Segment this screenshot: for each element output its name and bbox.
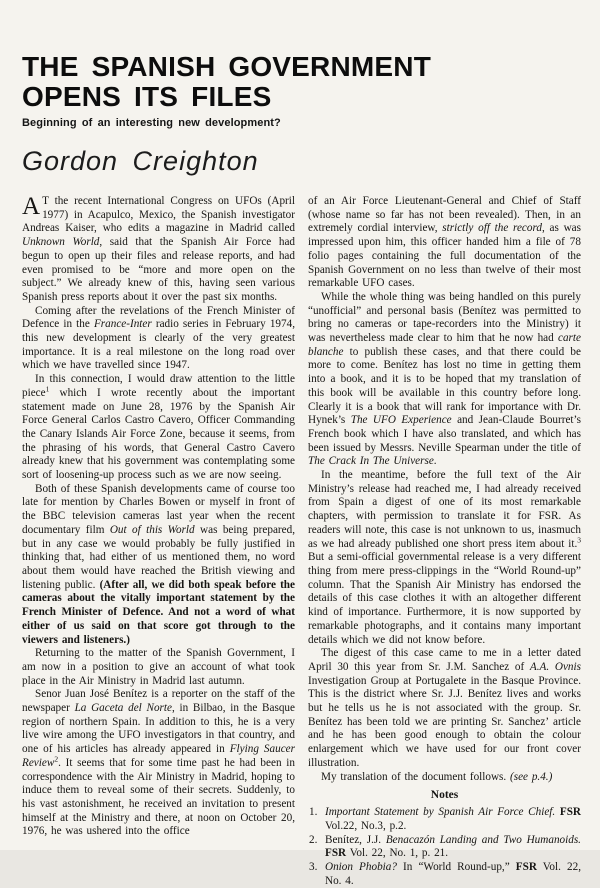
text-segment: Investigation Group at Portugalete in the Basque Province. This is the district where Sr. J.J. Benítez lives and works but he tells us he is not associated with the group. Sr. Benítez has been told we are printing Sr. Sanchez’ article and he has been good enough to obtain the colour enlargement which we have used for our front cover illustration. bbox=[308, 674, 581, 769]
notes-list bbox=[308, 806, 581, 888]
column-left bbox=[22, 195, 295, 888]
text-segment: A.A. Ovnis bbox=[529, 660, 581, 673]
text-segment: , said that the Spanish Air Force had begun to open up their files and release reports, and had even promised to be “more and more open on the subject.” We already knew of this, having seen various Spanish press reports about it over the past six months. bbox=[22, 236, 295, 303]
paragraph bbox=[22, 688, 295, 839]
paragraph bbox=[22, 195, 295, 305]
paragraph bbox=[308, 771, 581, 785]
text-segment: Vol. 22, No. 1, p. 21. bbox=[346, 847, 449, 860]
note-number: 3. bbox=[309, 861, 318, 874]
text-segment: Coming after the revelations of the French Minister of Defence in the bbox=[22, 304, 295, 331]
text-segment: My translation of the document follows. bbox=[321, 770, 511, 783]
article-author: Gordon Creighton bbox=[22, 146, 259, 176]
text-segment: La Gaceta del Norte bbox=[74, 702, 172, 715]
text-segment: Benacazón Landing and Two Humanoids. bbox=[385, 833, 581, 846]
article-title bbox=[22, 52, 580, 112]
paragraph bbox=[308, 291, 581, 469]
text-segment: FSR bbox=[325, 847, 347, 860]
text-segment: 2 bbox=[54, 754, 59, 764]
text-segment: Vol. 22, No. 4. bbox=[325, 861, 581, 887]
text-segment: Both of these Spanish developments came of course too late for mention by Charles Bowen or myself in front of the BBC television cameras last year when the recent documentary film bbox=[22, 482, 295, 536]
paragraph bbox=[308, 469, 581, 647]
column-right-paragraphs bbox=[308, 195, 581, 784]
text-segment: strictly off the record bbox=[442, 222, 543, 235]
text-segment: The UFO Experience bbox=[350, 414, 452, 427]
text-segment: 1 bbox=[45, 384, 50, 394]
text-segment: carte blanche bbox=[308, 332, 581, 358]
text-segment: and Jean-Claude Bourret’s French book which I have also translated, and which has been issued by Messrs. Neville Spearman under the title of bbox=[308, 414, 581, 454]
article-body bbox=[22, 195, 580, 888]
paragraph bbox=[22, 305, 295, 374]
paragraph bbox=[22, 373, 295, 483]
note-number: 1. bbox=[309, 806, 318, 819]
text-segment: FSR bbox=[559, 806, 582, 819]
text-segment: (see p.4.) bbox=[510, 770, 553, 783]
paragraph bbox=[22, 647, 295, 688]
notes-section bbox=[308, 788, 581, 888]
note-item bbox=[308, 834, 581, 861]
notes-heading: Notes bbox=[430, 789, 459, 802]
paragraph bbox=[22, 483, 295, 647]
text-segment: The digest of this case came to me in a letter dated April 30 this year from Sr. J.M. Sanchez of bbox=[308, 647, 581, 673]
text-segment: The Crack In The Universe bbox=[308, 455, 434, 468]
text-segment: Benítez, J.J. bbox=[325, 833, 386, 846]
paragraph bbox=[308, 195, 581, 291]
note-number: 2. bbox=[309, 833, 318, 846]
text-segment: In the meantime, before the full text of the Air Ministry’s release had reached me, I had already received from Spain a digest of one of its most remarkable chapters, with permission to translate it for FSR. As readers will note, this case is not unknown to us, inasmuch as we had already published one short press item about it. bbox=[308, 469, 581, 550]
text-segment: Vol.22, No.3, p.2. bbox=[325, 819, 407, 832]
column-right bbox=[308, 195, 581, 888]
text-segment: . bbox=[433, 455, 437, 468]
text-segment: Important Statement by Spanish Air Force Chief. bbox=[325, 806, 556, 819]
text-segment: Flying Saucer Review bbox=[22, 743, 295, 769]
text-segment: But a semi-official governmental release is a very different thing from mere press-clippings in the “World Round-up” column. That the Spanish Air Ministry has endorsed the details of this case clothes it with an altogether different kind of importance. Furthermore, it is now supported by remarkable photographs, and it contains many important details which we did not know before. bbox=[308, 551, 581, 646]
text-segment: In “World Round-up,” bbox=[396, 861, 516, 874]
note-item bbox=[308, 861, 581, 888]
text-segment: France-Inter bbox=[93, 318, 152, 331]
text-segment: While the whole thing was being handled on this purely “unofficial” and personal basis (Benítez was permitted to bring no cameras or tape-recorders into the Ministry) it was nevertheless made clear to him that he now had bbox=[308, 290, 581, 345]
paragraph bbox=[308, 647, 581, 770]
note-item bbox=[308, 806, 581, 833]
drop-cap: A bbox=[22, 193, 41, 220]
text-segment: , in Bilbao, in the Basque region of northern Spain. In addition to this, he is a very live wire among the UFO investigators in that country, and one of his articles has already appeared in bbox=[22, 702, 295, 756]
article-subtitle: Beginning of an interesting new development? bbox=[22, 117, 281, 129]
text-segment: Onion Phobia? bbox=[325, 861, 397, 874]
text-segment: . It seems that for some time past he had been in correspondence with the Air Ministry in Madrid, hoping to induce them to reveal some of their secrets. Suddenly, to his vast astonishment, he received an invitation to present himself at the Ministry and there, at noon on October 20, 1976, he was ushered into the office bbox=[22, 756, 295, 838]
text-segment: T the recent International Congress on UFOs (April 1977) in Acapulco, Mexico, the Spanish investigator Andreas Kaiser, who edits a magazine in Madrid called bbox=[22, 195, 295, 235]
text-segment: Unknown World bbox=[22, 236, 100, 249]
text-segment: , as was impressed upon him, this officer handed him a file of 78 folio pages containing the full documentation of the Spanish Government on no less than twelve of their most remarkable UFO cases. bbox=[308, 222, 582, 290]
text-segment: to publish these cases, and that there could be more to come. Benítez has lost no time in getting them into a book, and it is to be hoped that my translation of this book will be available in this country before long. Clearly it is a book that will rank for importance with Dr. Hynek’s bbox=[308, 345, 581, 427]
text-segment: (After all, we did both speak before the cameras about the vitally important statement by the French Minister of Defence. And not a word of what either of us said on that score got through to the viewers and listeners.) bbox=[22, 578, 295, 646]
text-segment: Senor Juan José Benítez is a reporter on the staff of the newspaper bbox=[22, 688, 295, 715]
article-header bbox=[22, 52, 580, 177]
text-segment: 3 bbox=[577, 534, 581, 544]
article-title-line1: THE SPANISH GOVERNMENT bbox=[22, 51, 432, 82]
text-segment: In this connection, I would draw attention to the little piece bbox=[22, 373, 295, 399]
article-title-line2: OPENS ITS FILES bbox=[22, 81, 272, 112]
text-segment: was being prepared, but in any case we would probably be fully justified in thinking that, had either of us mentioned them, no word about them would have reached the British viewing and listening public. bbox=[22, 523, 295, 591]
text-segment: Out of this World bbox=[109, 523, 195, 536]
text-segment: Returning to the matter of the Spanish Government, I am now in a position to give an account of what took place in the Air Ministry in Madrid last autumn. bbox=[22, 647, 295, 687]
text-segment: which I wrote recently about the important statement made on June 28, 1976 by the Spanish Air Force General Carlos Castro Cavero, Officer Commanding the Canary Islands Air Force Zone, because it seems, from the phrasing of his words, that General Castro Cavero already knew that his government was contemplating some sort of loosening-up process such as we are now seeing. bbox=[22, 386, 295, 482]
text-segment: of an Air Force Lieutenant-General and Chief of Staff (whose name so far has not been revealed). Then, in an extremely cordial interview, bbox=[308, 195, 581, 235]
text-segment: FSR bbox=[515, 861, 537, 874]
text-segment: radio series in February 1974, this new development is clearly of the very greatest importance. It is a real milestone on the long road over which we have travelled since 1947. bbox=[22, 318, 295, 372]
